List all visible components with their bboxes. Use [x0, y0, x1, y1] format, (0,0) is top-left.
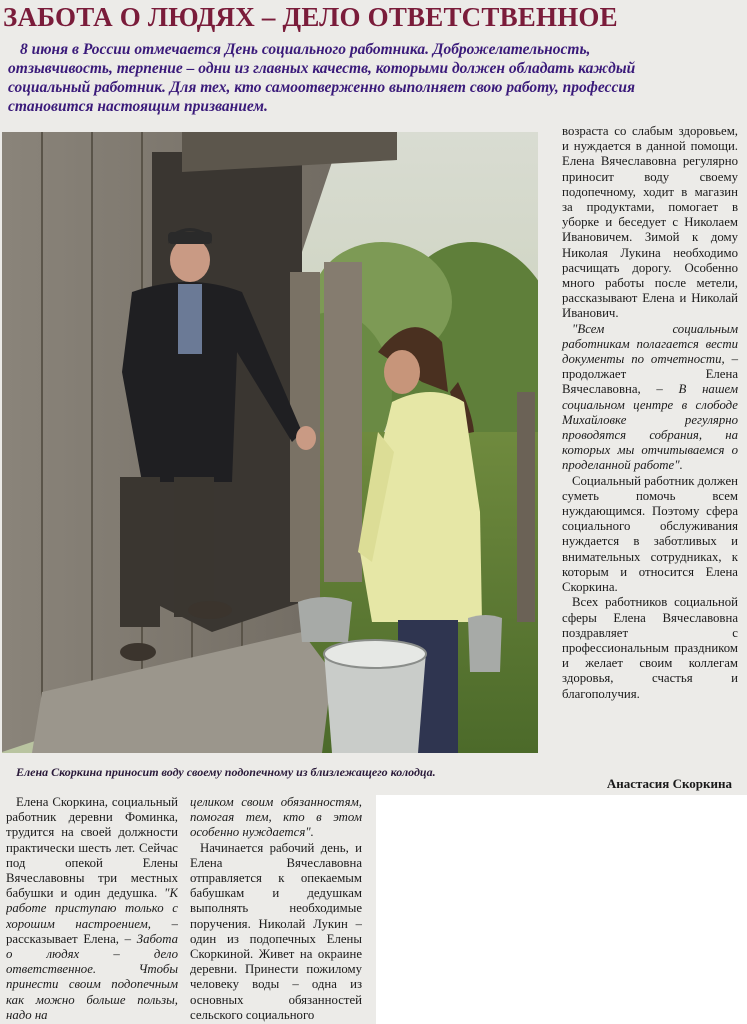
paragraph-text: – рассказывает Елена, –	[6, 916, 178, 946]
photo-caption: Елена Скоркина приносит воду своему подопечному из близлежащего колодца.	[16, 765, 436, 779]
paragraph-text: Елена Скоркина, социальный работник деревни Фоминка, трудится на своей должности практически шесть лет. Сейчас под опекой Елены Вячеславовны три местных бабушки и один дедушка.	[6, 795, 178, 901]
paragraph	[562, 474, 738, 596]
paragraph	[6, 795, 178, 1023]
article-author: Анастасия Скоркина	[606, 776, 732, 791]
paragraph-text: возраста со слабым здоровьем, и нуждается в данной помощи. Елена Вячеславовна регулярно приносит воду своему подопечному, ходит в магазин за продуктами, помогает в уборке и беседует с Николаем Ивановичем. Зимой к дому Николая Лукина необходимо расчищать дорогу. Особенно много работы после метели, рассказывают Елена и Николай Иванович.	[562, 124, 738, 321]
article-column-right	[562, 124, 738, 702]
paragraph	[562, 595, 738, 701]
paragraph	[562, 124, 738, 322]
article-lead: 8 июня в России отмечается День социального работника. Доброжелательность, отзывчивость, терпение – одни из главных качеств, которыми должен обладать каждый социальный работник. Для тех, кто самоотверженно выполняет свою работу, профессия становится настоящим призванием.	[8, 41, 636, 115]
quote-paragraph	[190, 795, 362, 841]
article-headline: ЗАБОТА О ЛЮДЯХ – ДЕЛО ОТВЕТСТВЕННОЕ	[3, 2, 618, 32]
paragraph-text: Всех работников социальной сферы Елена Вячеславовна поздравляет с профессиональным праздником и желает своим коллегам здоровья, счастья и благополучия.	[562, 595, 738, 701]
article-column-a	[6, 795, 178, 1024]
quote-text: В нашем социальном центре в слободе Михайловке регулярно проводятся собрания, на которых мы отчитываемся о проделанной работе".	[562, 382, 739, 473]
quote-paragraph	[562, 322, 738, 474]
paragraph	[190, 841, 362, 1023]
paragraph-text: Социальный работник должен суметь помочь всем нуждающимся. Поэтому сфера социального обслуживания нуждается в заботливых и внимательных сотрудниках, к которым и относится Елена Скоркина.	[562, 473, 738, 595]
paragraph-text: – продолжает Елена Вячеславовна, –	[562, 352, 738, 397]
quote-text: "К работе приступаю только с хорошим настроением,	[6, 886, 178, 931]
paragraph-text: Начинается рабочий день, и Елена Вячеславовна отправляется к опекаемым бабушкам и дедушкам выполнять необходимые поручения. Николай Лукин – один из подопечных Елены Скоркиной. Живет на окраине деревни. Принести пожилому человеку воды – одна из основных обязанностей сельского социального	[190, 840, 362, 1022]
quote-text: Забота о людях – дело ответственное. Чтобы принести своим подопечным как можно больше пользы, надо на	[6, 931, 178, 1022]
article-photo	[2, 132, 538, 753]
article-column-b	[190, 795, 362, 1024]
quote-text: "Всем социальным работникам полагается вести документы по отчетности,	[562, 321, 738, 367]
photo-illustration	[2, 132, 538, 753]
quote-text: целиком своим обязанностям, помогая тем, кто в этом особенно нуждается".	[190, 795, 362, 840]
